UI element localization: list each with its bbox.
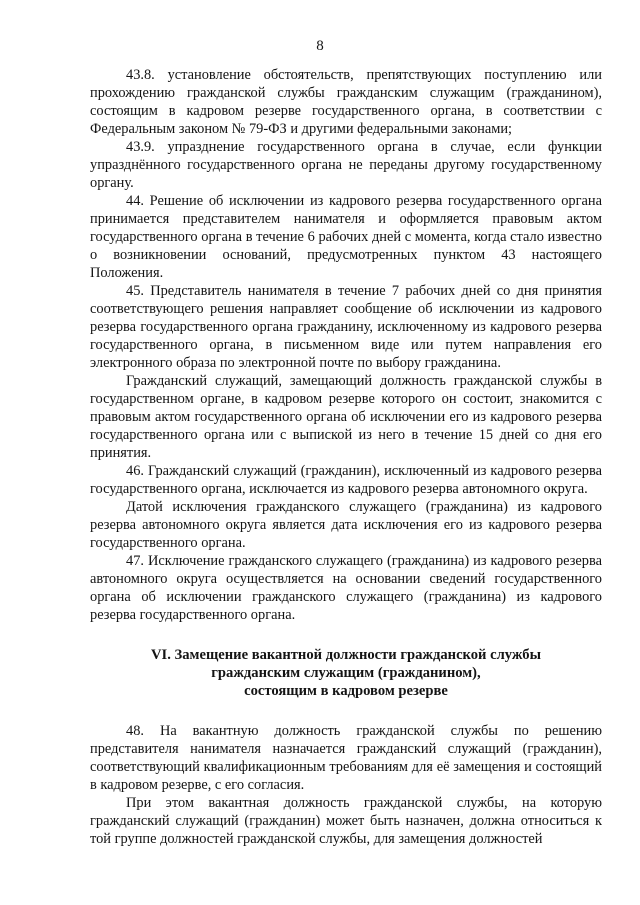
paragraph-45: 45. Представитель нанимателя в течение 7 рабочих дней со дня принятия соответствующего решения направляет сообщение об исключении из кадрового резерва государственного органа гражданину, исключенному из кадрового резерва государственного органа, в письменном виде или путем направления его электронного образа по электронной почте по выбору гражданина. xyxy=(90,283,602,371)
section-title xyxy=(90,646,602,700)
section-title-line: состоящим в кадровом резерве xyxy=(244,683,448,699)
paragraph-46-date: Датой исключения гражданского служащего (гражданина) из кадрового резерва автономного округа является дата исключения его из кадрового резерва государственного органа. xyxy=(90,499,602,551)
paragraph-46: 46. Гражданский служащий (гражданин), исключенный из кадрового резерва государственного органа, исключается из кадрового резерва автономного округа. xyxy=(90,463,602,497)
section-title-line: гражданским служащим (гражданином), xyxy=(211,665,481,681)
paragraph-43-9: 43.9. упразднение государственного органа в случае, если функции упразднённого государственного органа не переданы другому государственному органу. xyxy=(90,139,602,191)
paragraph-44: 44. Решение об исключении из кадрового резерва государственного органа принимается представителем нанимателя и оформляется правовым актом государственного органа в течение 6 рабочих дней с момента, когда стало известно о возникновении оснований, предусмотренных пунктом 43 настоящего Положения. xyxy=(90,193,602,281)
paragraph-43-8: 43.8. установление обстоятельств, препятствующих поступлению или прохождению гражданской службы гражданским служащим (гражданином), состоящим в кадровом резерве государственного органа, в соответствии с Федеральным законом № 79-ФЗ и другими федеральными законами; xyxy=(90,67,602,137)
section-title-line: VI. Замещение вакантной должности гражданской службы xyxy=(151,647,541,663)
paragraph-47: 47. Исключение гражданского служащего (гражданина) из кадрового резерва автономного округа осуществляется на основании сведений государственного органа об исключении гражданского служащего (гражданина) из кадрового резерва государственного органа. xyxy=(90,553,602,623)
document-body xyxy=(90,66,602,848)
paragraph-45-notice: Гражданский служащий, замещающий должность гражданской службы в государственном органе, в кадровом резерве которого он состоит, знакомится с правовым актом государственного органа об исключении его из кадрового резерва государственного органа или с выпиской из него в течение 15 дней со дня его принятия. xyxy=(90,373,602,461)
paragraph-48: 48. На вакантную должность гражданской службы по решению представителя нанимателя назначается гражданский служащий (гражданин), соответствующий квалификационным требованиям для её замещения и состоящий в кадровом резерве, с его согласия. xyxy=(90,723,602,793)
page-number: 8 xyxy=(316,38,324,54)
paragraph-48-group: При этом вакантная должность гражданской службы, на которую гражданский служащий (гражданин) может быть назначен, должна относиться к той группе должностей гражданской службы, для замещения должностей xyxy=(90,795,602,847)
